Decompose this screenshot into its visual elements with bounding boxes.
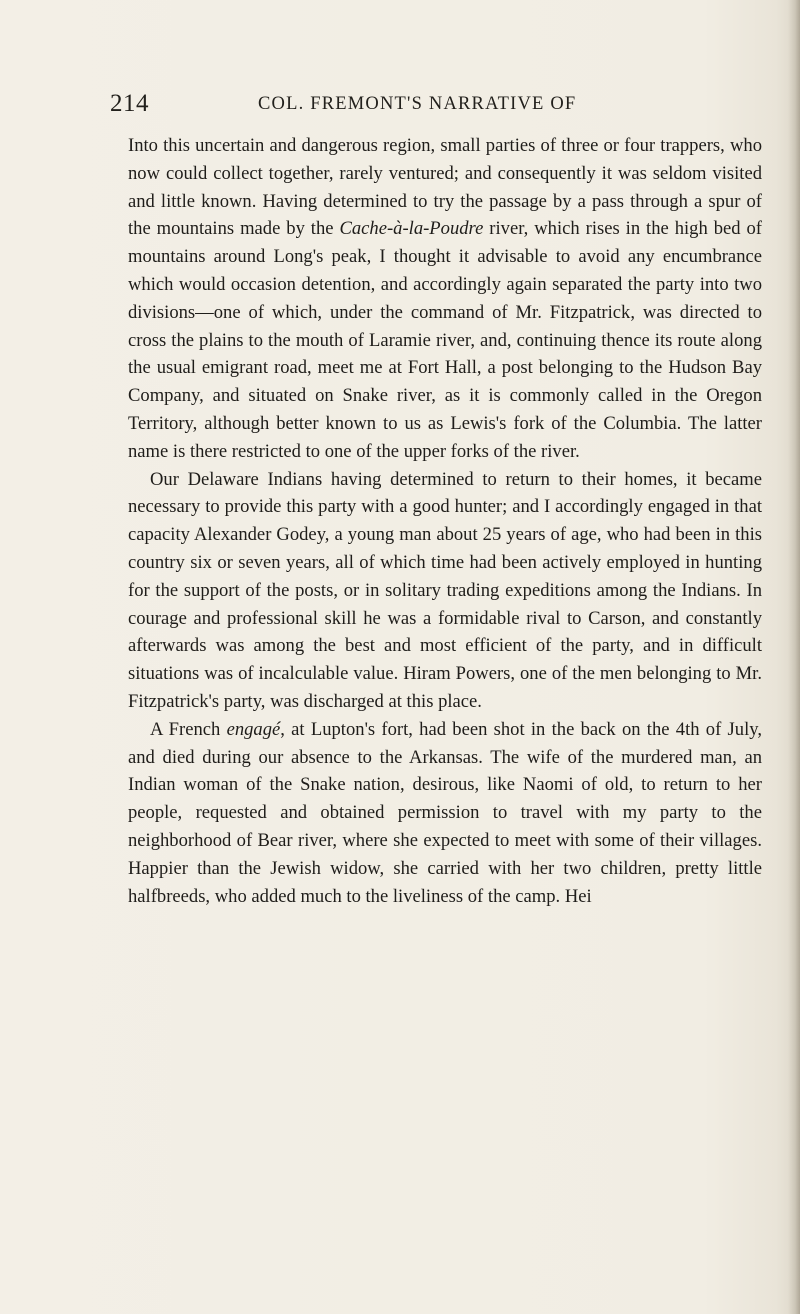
paragraph-1-part-a: Into this uncertain and dangerous region, small parties of three or four trappers, who now could collect together, rarely ventured; and consequently it was seldom visited and little known. Having determined to try the passage by a pass through a spur of the mountains made by the xyxy=(128,135,762,240)
paragraph-2: Our Delaware Indians having determined to return to their homes, it became necessary to provide this party with a good hunter; and I accordingly engaged in that capacity Alexander Godey, a young man about 25 years of age, who had been in this country six or seven years, all of which time had been actively employed in hunting for the support of the posts, or in solitary trading expeditions among the Indians. In courage and professional skill he was a formidable rival to Carson, and constantly afterwards was among the best and most efficient of the party, and in difficult situations was of incalculable value. Hiram Powers, one of the men belonging to Mr. Fitzpatrick's party, was discharged at this place. xyxy=(128,468,762,712)
running-head: COL. FREMONT'S NARRATIVE OF xyxy=(258,94,577,114)
paragraph-3 xyxy=(128,716,762,911)
place-name-italic: Cache-à-la-Poudre xyxy=(339,218,484,240)
paragraph-1-part-b: river, which rises in the high bed of mountains around Long's peak, I thought it advisable to avoid any encumbrance which would occasion detention, and accordingly again separated the party into two divisions—one of which, under the command of Mr. Fitzpatrick, was directed to cross the plains to the mouth of Laramie river, and, continuing thence its route along the usual emigrant road, meet me at Fort Hall, a post belonging to the Hudson Bay Company, and situated on Snake river, as it is commonly called in the Oregon Territory, although better known to us as Lewis's fork of the Columbia. The latter name is there restricted to one of the upper forks of the river. xyxy=(128,218,762,462)
page-edge-shadow xyxy=(788,0,800,1314)
page-number: 214 xyxy=(110,90,149,117)
body-text xyxy=(128,132,762,910)
engage-italic: engagé xyxy=(226,718,281,740)
paragraph-3-part-a: A French xyxy=(150,718,227,740)
paragraph-3-part-b: , at Lupton's fort, had been shot in the back on the 4th of July, and died during our absence to the Arkansas. The wife of the murdered man, an Indian woman of the Snake nation, desirous, like Naomi of old, to return to her people, requested and obtained permission to travel with my party to the neighborhood of Bear river, where she expected to meet with some of their villages. Happier than the Jewish widow, she carried with her two children, pretty little halfbreeds, who added much to the liveliness of the camp. Hei xyxy=(128,718,762,907)
page-header xyxy=(110,90,710,120)
paragraph-1 xyxy=(128,132,762,466)
